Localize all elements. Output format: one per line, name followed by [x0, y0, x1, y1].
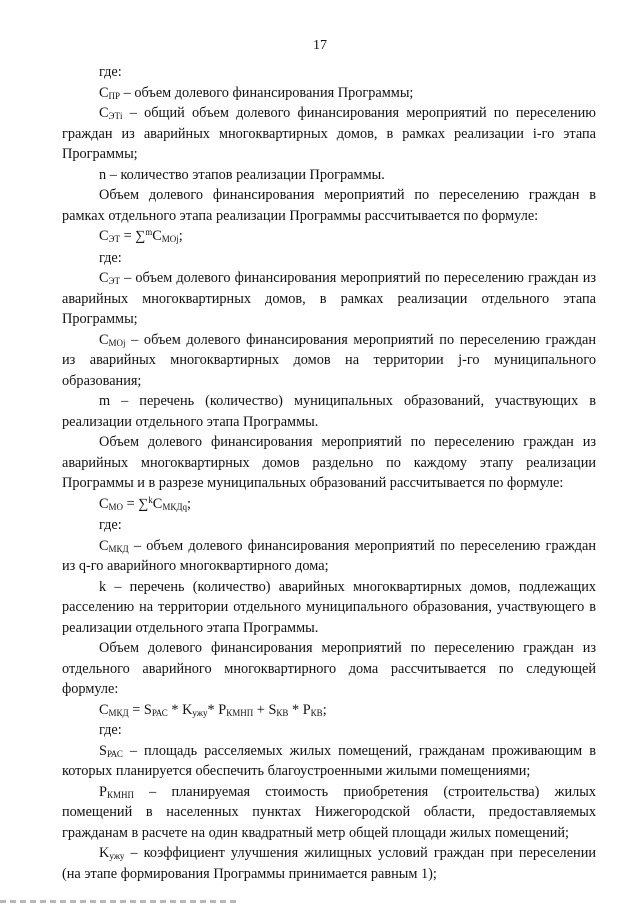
paragraph-municipal-volume: Объем долевого финансирования мероприятий по переселению граждан из аварийных многоквартирных домов раздельно по каждому этапу реализации Программы и в разрезе муниципальных образований рассчитывается по формуле: — [62, 434, 596, 491]
symbol-c: C — [99, 84, 109, 101]
gde-label: где: — [99, 64, 122, 80]
definition-cpr — [62, 83, 596, 104]
definition-m: m – перечень (количество) муниципальных образований, участвующих в реализации отдельного этапа Программы. — [62, 393, 596, 430]
definition-text: – общий объем долевого финансирования мероприятий по переселению граждан из аварийных многоквартирных домов, в рамках реализации i-го этапа Программы; — [62, 105, 596, 162]
formula-cmo: $C_{МО} = \sum^kC_{МКДq}$; — [99, 494, 191, 512]
document-body — [62, 62, 596, 884]
paragraph-house-volume: Объем долевого финансирования мероприятий по переселению граждан из отдельного аварийного многоквартирного дома рассчитывается по следующей формуле: — [62, 640, 596, 697]
definition-k: k – перечень (количество) аварийных многоквартирных домов, подлежащих расселению на территории отдельного муниципального образования, участвующего в реализации отдельного этапа Программы. — [62, 578, 596, 636]
definition-spac: $S_{РАС}$ – площадь расселяемых жилых помещений, гражданам проживающим в которых планируется обеспечить благоустроенными жилыми помещениями; — [62, 742, 596, 779]
scan-artifact — [0, 900, 240, 903]
gde-label: где: — [99, 722, 122, 738]
definition-kuzhu: $K_{ужу}$ – коэффициент улучшения жилищных условий граждан при переселении (на этапе формирования Программы принимается равным 1); — [62, 845, 596, 882]
formula-cet: $C_{ЭТ} = \sum^mC_{МОj}$; — [99, 227, 183, 244]
symbol-c: C — [99, 105, 109, 121]
definition-pkmnp: $P_{КМНП}$ – планируемая стоимость приобретения (строительства) жилых помещений в населенных пунктах Нижегородской области, предоставляемых гражданам в расчете на один квадратный метр общей площади жилых помещений; — [62, 783, 596, 841]
definition-cet: $C_{ЭТ}$ – объем долевого финансирования мероприятий по переселению граждан из аварийных многоквартирных домов, в рамках реализации отдельного этапа Программы; — [62, 270, 596, 327]
subscript: ЭТi — [108, 111, 123, 121]
definition-cmoj: $C_{МОj}$ – объем долевого финансирования мероприятий по переселению граждан из аварийных многоквартирных домов на территории j-го муниципального образования; — [62, 331, 596, 389]
definition-ceti — [62, 103, 596, 165]
page-number: 17 — [313, 38, 327, 53]
definition-n: n – количество этапов реализации Программы. — [99, 166, 385, 183]
formula-cmkd: $C_{МКД} = S_{РАС} * K_{ужу}*$ $P_{КМНП} + S_{КВ} * P_{КВ}$; — [99, 701, 327, 718]
subscript: ПР — [108, 90, 121, 101]
definition-text: – объем долевого финансирования Программы; — [120, 84, 414, 101]
paragraph-stage-volume: Объем долевого финансирования мероприятий по переселению граждан в рамках отдельного этапа реализации Программы рассчитывается по формуле: — [62, 187, 596, 224]
gde-label: где: — [99, 249, 122, 266]
gde-label: где: — [99, 517, 122, 533]
definition-cmkd: $C_{МКД}$ – объем долевого финансирования мероприятий по переселению граждан из q-го аварийного многоквартирного дома; — [62, 537, 596, 574]
